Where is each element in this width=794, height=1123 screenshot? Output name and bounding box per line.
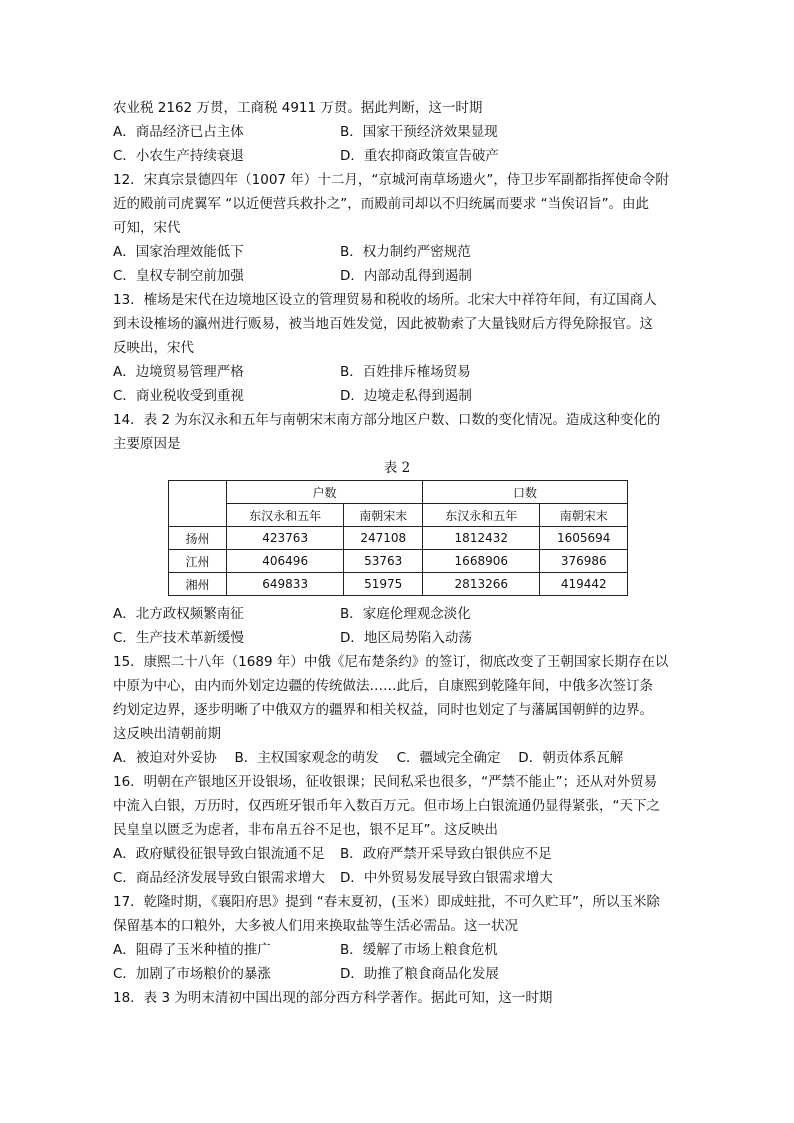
q14-option-b: B．家庭伦理观念淡化 [340, 606, 471, 622]
table-row [169, 573, 628, 596]
q13-stem-line-2: 到未设榷场的瀛州进行贩易，被当地百姓发觉，因此被勒索了大量钱财后方得免除报官。这 [113, 316, 653, 332]
q13-option-b: B．百姓排斥榷场贸易 [340, 364, 471, 380]
q13-option-a: A．边境贸易管理严格 [113, 364, 244, 380]
q15-stem-line-3: 约划定边界，逐步明晰了中俄双方的疆界和相关权益，同时也划定了与藩属国朝鲜的边界。 [113, 702, 653, 718]
q14-option-c: C．生产技术革新缓慢 [113, 630, 244, 646]
q16-stem-line-1: 16．明朝在产银地区开设银场，征收银课；民间私采也很多，“严禁不能止”；还从对外贸易 [113, 774, 658, 790]
table-corner-cell [169, 481, 227, 527]
row-region: 湘州 [169, 573, 227, 596]
row-region: 扬州 [169, 527, 227, 550]
q11-option-c: C．小农生产持续衰退 [113, 148, 244, 164]
q11-option-a: A．商品经济已占主体 [113, 124, 244, 140]
q15-stem-line-4: 这反映出清朝前期 [113, 726, 221, 742]
q18-stem-line-1: 18．表 3 为明末清初中国出现的部分西方科学著作。据此可知，这一时期 [113, 990, 553, 1006]
q12-option-d: D．内部动乱得到遏制 [340, 268, 472, 284]
q16-stem-line-2: 中流入白银，万历时，仅西班牙银币年入数百万元。但市场上白银流通仍显得紧张，“天下之 [113, 798, 660, 814]
q17-stem-line-2: 保留基本的口粮外，大多被人们用来换取盐等生活必需品。这一状况 [113, 918, 518, 934]
q14-option-a: A．北方政权频繁南征 [113, 606, 244, 622]
q16-option-d: D．中外贸易发展导致白银需求增大 [340, 870, 553, 886]
q17-option-b: B．缓解了市场上粮食危机 [340, 942, 498, 958]
subheader-song-population: 南朝宋末 [540, 504, 628, 527]
q11-option-d: D．重农抑商政策宣告破产 [340, 148, 499, 164]
q17-option-d: D．助推了粮食商品化发展 [340, 966, 499, 982]
q15-stem-line-1: 15．康熙二十八年（1689 年）中俄《尼布楚条约》的签订，彻底改变了王朝国家长期存在以 [113, 654, 669, 670]
subheader-eastern-han-population: 东汉永和五年 [423, 504, 540, 527]
q13-stem-line-1: 13．榷场是宋代在边境地区设立的管理贸易和税收的场所。北宋大中祥符年间，有辽国商人 [113, 292, 657, 308]
table-cell: 649833 [227, 573, 344, 596]
table-row [169, 550, 628, 573]
table-2-caption: 表 2 [383, 460, 411, 476]
table-cell: 53763 [344, 550, 423, 573]
q12-option-b: B．权力制约严密规范 [340, 244, 471, 260]
table-cell: 423763 [227, 527, 344, 550]
q14-option-d: D．地区局势陷入动荡 [340, 630, 472, 646]
q16-stem-line-3: 民皇皇以匮乏为虑者，非布帛五谷不足也，银不足耳”。这反映出 [113, 822, 498, 838]
q13-option-d: D．边境走私得到遏制 [340, 388, 472, 404]
households-header: 户数 [227, 481, 423, 504]
q14-stem-line-1: 14．表 2 为东汉永和五年与南朝宋末南方部分地区户数、口数的变化情况。造成这种变化的 [113, 412, 661, 428]
q17-stem-line-1: 17．乾隆时期，《襄阳府思》提到 “春末夏初，(玉米）即成蛀批，不可久贮耳”，所以玉米除 [113, 894, 660, 910]
table-cell: 247108 [344, 527, 423, 550]
q17-option-c: C．加剧了市场粮价的暴涨 [113, 966, 271, 982]
q16-option-a: A．政府赋役征银导致白银流通不足 [113, 846, 325, 862]
subheader-eastern-han-households: 东汉永和五年 [227, 504, 344, 527]
q12-option-c: C．皇权专制空前加强 [113, 268, 244, 284]
table-cell: 1605694 [540, 527, 628, 550]
table-cell: 51975 [344, 573, 423, 596]
q16-option-c: C．商品经济发展导致白银需求增大 [113, 870, 325, 886]
q14-stem-line-2: 主要原因是 [113, 436, 181, 452]
q13-stem-line-3: 反映出，宋代 [113, 340, 194, 356]
q15-stem-line-2: 中原为中心，由内而外划定边疆的传统做法……此后，自康熙到乾隆年间，中俄多次签订条 [113, 678, 653, 694]
table-cell: 419442 [540, 573, 628, 596]
table-row [169, 527, 628, 550]
table-cell: 406496 [227, 550, 344, 573]
table-cell: 376986 [540, 550, 628, 573]
q12-stem-line-3: 可知，宋代 [113, 220, 181, 236]
table-2 [168, 480, 628, 596]
q15-options: A．被迫对外妥协 B．主权国家观念的萌发 C．疆域完全确定 D．朝贡体系瓦解 [113, 750, 624, 766]
table-cell: 2813266 [423, 573, 540, 596]
q11-stem-tail: 农业税 2162 万贯，工商税 4911 万贯。据此判断，这一时期 [113, 100, 483, 116]
q12-option-a: A．国家治理效能低下 [113, 244, 244, 260]
subheader-song-households: 南朝宋末 [344, 504, 423, 527]
row-region: 江州 [169, 550, 227, 573]
q11-option-b: B．国家干预经济效果显现 [340, 124, 498, 140]
q13-option-c: C．商业税收受到重视 [113, 388, 244, 404]
table-cell: 1668906 [423, 550, 540, 573]
q16-option-b: B．政府严禁开采导致白银供应不足 [340, 846, 552, 862]
q17-option-a: A．阻碍了玉米种植的推广 [113, 942, 271, 958]
table-cell: 1812432 [423, 527, 540, 550]
population-header: 口数 [423, 481, 628, 504]
q12-stem-line-1: 12．宋真宗景德四年（1007 年）十二月，“京城河南草场遗火”，侍卫步军副都指挥使命令附 [113, 172, 669, 188]
q12-stem-line-2: 近的殿前司虎翼军 “以近便营兵救扑之”，而殿前司却以不归统属而要求 “当俟诏旨”。由此 [113, 196, 650, 212]
